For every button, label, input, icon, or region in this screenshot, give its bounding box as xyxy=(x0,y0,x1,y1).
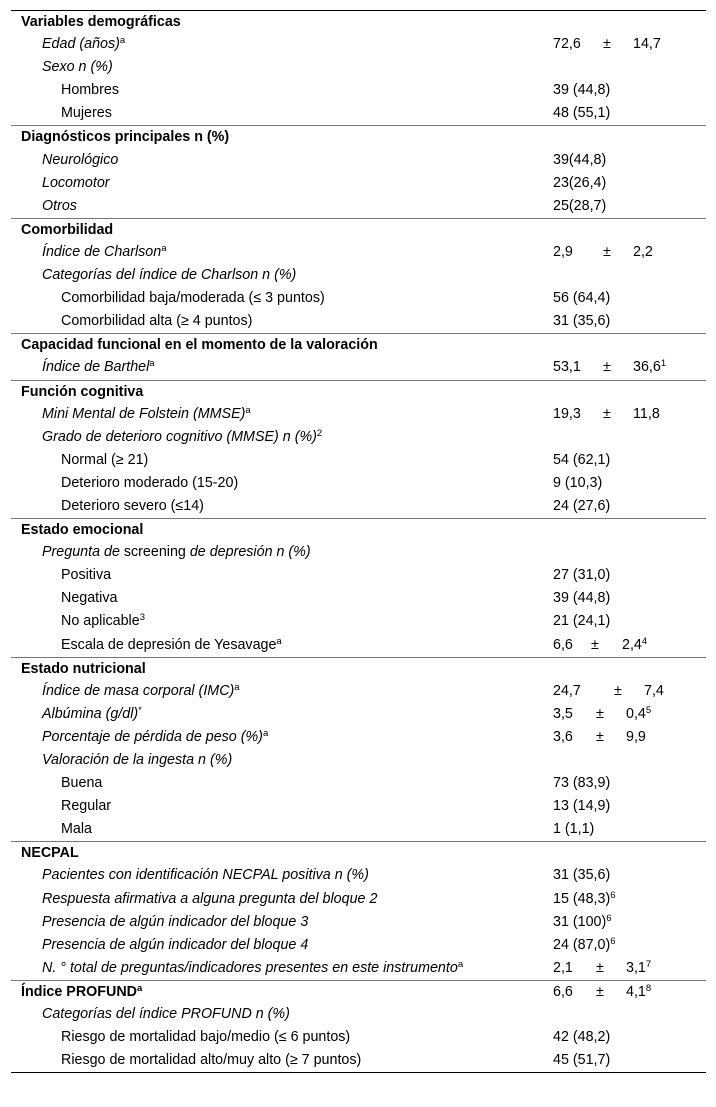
row-label: Neurológico xyxy=(42,151,119,168)
row-value: 31 (35,6) xyxy=(553,867,611,884)
section-title: Estado emocional xyxy=(21,522,144,539)
row-barthel xyxy=(11,356,706,379)
row-label: Buena xyxy=(61,775,103,792)
row-label: Sexo n (%) xyxy=(42,59,113,76)
row-label: Deterioro moderado (15-20) xyxy=(61,474,239,491)
plus-minus: ± xyxy=(596,705,604,722)
section-variables-demograficas xyxy=(11,11,706,33)
row-label: Comorbilidad baja/moderada (≤ 3 puntos) xyxy=(61,290,325,307)
row-sexo xyxy=(11,56,706,79)
row-comorbilidad-alta xyxy=(11,310,706,333)
row-value: 39(44,8) xyxy=(553,151,607,168)
row-label: Índice de Barthel$^a$ xyxy=(42,358,155,376)
plus-minus: ± xyxy=(603,359,611,376)
sd-value: 11,8 xyxy=(633,405,660,422)
section-title: Función cognitiva xyxy=(21,383,144,400)
row-mmse xyxy=(11,403,706,426)
row-label: Comorbilidad alta (≥ 4 puntos) xyxy=(61,313,253,330)
footnote-mark: a xyxy=(457,958,464,970)
footnote-mark: a xyxy=(119,35,126,47)
section-capacidad-funcional xyxy=(11,333,706,356)
footnote-mark: a xyxy=(234,681,240,693)
plus-minus: ± xyxy=(603,243,611,260)
row-bloque-2 xyxy=(11,888,706,911)
row-label: Presencia de algún indicador del bloque 3 xyxy=(42,913,309,930)
row-comorbilidad-baja xyxy=(11,287,706,310)
footnote-mark: a xyxy=(136,982,143,994)
row-label: Positiva xyxy=(61,567,112,584)
section-title: Estado nutricional xyxy=(21,660,146,677)
row-valoracion-ingesta xyxy=(11,749,706,772)
row-neurologico xyxy=(11,149,706,172)
row-value: 39 (44,8) xyxy=(553,82,611,99)
footnote-mark: 8 xyxy=(645,982,652,994)
row-label: Categorías del índice PROFUND n (%) xyxy=(42,1006,290,1023)
row-riesgo-bajo xyxy=(11,1026,706,1049)
plus-minus: ± xyxy=(591,636,599,653)
row-positiva xyxy=(11,564,706,587)
row-profund-categorias xyxy=(11,1003,706,1026)
plus-minus: ± xyxy=(603,36,611,53)
footnote-mark: 4 xyxy=(641,635,648,647)
row-label: Regular xyxy=(61,798,112,815)
row-label: Pacientes con identificación NECPAL positiva n (%) xyxy=(42,867,369,884)
row-imc xyxy=(11,680,706,703)
row-value: 27 (31,0) xyxy=(553,567,611,584)
row-label: Riesgo de mortalidad alto/muy alto (≥ 7 puntos) xyxy=(61,1052,362,1069)
row-deterioro-severo xyxy=(11,495,706,518)
row-label: Porcentaje de pérdida de peso (%)$^a$ xyxy=(42,727,269,745)
footnote-mark: 6 xyxy=(610,889,616,901)
sd-value: $0,4^5$ xyxy=(626,704,652,722)
row-otros xyxy=(11,195,706,218)
row-label: Riesgo de mortalidad bajo/medio (≤ 6 puntos) xyxy=(61,1029,351,1046)
row-value: 24 (27,6) xyxy=(553,497,611,514)
sd-value: $3,1^7$ xyxy=(626,958,652,976)
sd-value: $4,1^8$ xyxy=(626,982,652,1000)
row-value: 31 $(100)^6$ xyxy=(553,912,612,930)
plus-minus: ± xyxy=(614,682,622,699)
section-necpal xyxy=(11,841,706,864)
section-title: Diagnósticos principales n (%) xyxy=(21,129,230,146)
row-label: Hombres xyxy=(61,82,119,99)
row-label: Edad (años)$^a$ xyxy=(42,35,126,53)
row-value: 21 (24,1) xyxy=(553,613,611,630)
row-value: 42 (48,2) xyxy=(553,1029,611,1046)
section-title: Comorbilidad xyxy=(21,221,114,238)
row-label: Valoración de la ingesta n (%) xyxy=(42,752,233,768)
row-charlson-categorias xyxy=(11,264,706,287)
row-regular xyxy=(11,795,706,818)
characteristics-table xyxy=(11,10,706,1073)
mean-value: 19,3 xyxy=(553,405,581,422)
row-label: Albúmina (g/dl)* xyxy=(42,704,142,722)
footnote-mark: 6 xyxy=(606,912,612,924)
row-label: Respuesta afirmativa a alguna pregunta del bloque 2 xyxy=(42,890,378,907)
row-hombres xyxy=(11,79,706,102)
row-label: Presencia de algún indicador del bloque 4 xyxy=(42,936,309,953)
row-necpal-positiva xyxy=(11,864,706,887)
row-total-indicadores xyxy=(11,957,706,980)
row-label: Negativa xyxy=(61,590,118,607)
row-locomotor xyxy=(11,172,706,195)
row-value: 54 (62,1) xyxy=(553,451,611,468)
row-mala xyxy=(11,818,706,841)
row-value: 48 (55,1) xyxy=(553,105,611,122)
row-label: Otros xyxy=(42,197,77,214)
section-diagnosticos xyxy=(11,125,706,148)
row-value: 39 (44,8) xyxy=(553,590,611,607)
section-title: Variables demográficas xyxy=(21,14,181,30)
row-value: 1 (1,1) xyxy=(553,821,595,838)
mean-value: 53,1 xyxy=(553,359,581,376)
row-label: Escala de depresión de Yesavage$^a$ xyxy=(61,635,282,653)
sd-value: $2,4^4$ xyxy=(622,635,648,653)
mean-value: 6,6 xyxy=(553,983,573,1000)
footnote-mark: 1 xyxy=(660,358,667,370)
row-label: Deterioro severo (≤14) xyxy=(61,497,204,514)
section-estado-nutricional xyxy=(11,657,706,680)
mean-value: 24,7 xyxy=(553,682,581,699)
mean-value: 3,5 xyxy=(553,705,573,722)
row-bloque-3 xyxy=(11,911,706,934)
row-label: Mala xyxy=(61,821,92,838)
footnote-mark: a xyxy=(149,358,155,370)
row-label: Índice de Charlson$^a$ xyxy=(42,242,167,260)
row-label: Grado de deterioro cognitivo (MMSE) n (%)$^2$ xyxy=(42,427,323,445)
footnote-mark: a xyxy=(276,635,282,647)
row-label: Categorías del índice de Charlson n (%) xyxy=(42,267,297,284)
row-albumina xyxy=(11,703,706,726)
row-edad xyxy=(11,33,706,56)
row-riesgo-alto xyxy=(11,1049,706,1072)
row-perdida-peso xyxy=(11,726,706,749)
row-grado-deterioro xyxy=(11,426,706,449)
plus-minus: ± xyxy=(603,405,611,422)
sd-value: 7,4 xyxy=(644,682,664,699)
row-value: 73 (83,9) xyxy=(553,775,611,792)
footnote-mark: 3 xyxy=(139,612,145,624)
mean-value: 2,1 xyxy=(553,959,573,976)
row-label: No aplicable$^3$ xyxy=(61,612,145,630)
footnote-mark: * xyxy=(138,704,142,716)
row-pregunta-screening xyxy=(11,541,706,564)
row-value: 13 (14,9) xyxy=(553,798,611,815)
mean-value: 3,6 xyxy=(553,728,573,745)
row-value: 45 (51,7) xyxy=(553,1052,611,1069)
sd-value: 14,7 xyxy=(633,36,661,53)
row-mujeres xyxy=(11,102,706,125)
row-buena xyxy=(11,772,706,795)
section-estado-emocional xyxy=(11,518,706,541)
plus-minus: ± xyxy=(596,983,604,1000)
plus-minus: ± xyxy=(596,728,604,745)
mean-value: 6,6 xyxy=(553,636,573,653)
row-label: Índice de masa corporal (IMC)$^a$ xyxy=(42,681,240,699)
footnote-mark: 5 xyxy=(645,704,652,716)
row-value: 31 (35,6) xyxy=(553,313,611,330)
row-value: 25(28,7) xyxy=(553,197,607,214)
row-yesavage xyxy=(11,634,706,657)
row-label: Pregunta de screening de depresión n (%) xyxy=(42,544,311,561)
section-title: Capacidad funcional en el momento de la valoración xyxy=(21,337,378,354)
mean-value: 2,9 xyxy=(553,243,573,260)
sd-value: 2,2 xyxy=(633,243,653,260)
row-value: 24 $(87,0)^6$ xyxy=(553,935,616,953)
mean-value: 72,6 xyxy=(553,36,581,53)
footnote-mark: a xyxy=(161,242,167,254)
row-no-aplicable xyxy=(11,610,706,633)
section-indice-profund xyxy=(11,980,706,1003)
row-label: Mujeres xyxy=(61,105,112,122)
row-label: N. ° total de preguntas/indicadores presentes en este instrumento$^a$ xyxy=(42,958,464,976)
row-label: Mini Mental de Folstein (MMSE)$^a$ xyxy=(42,404,251,422)
row-normal xyxy=(11,449,706,472)
row-negativa xyxy=(11,587,706,610)
footnote-mark: a xyxy=(262,727,269,739)
row-value: 23(26,4) xyxy=(553,174,607,191)
section-funcion-cognitiva xyxy=(11,380,706,403)
row-charlson xyxy=(11,241,706,264)
footnote-mark: 7 xyxy=(645,958,652,970)
row-deterioro-moderado xyxy=(11,472,706,495)
section-title: Índice PROFUND$^a$ xyxy=(21,982,143,1000)
row-label: Locomotor xyxy=(42,174,110,191)
row-label: Normal (≥ 21) xyxy=(61,451,149,468)
row-value: 56 (64,4) xyxy=(553,290,611,307)
section-title: NECPAL xyxy=(21,845,79,862)
row-value: 9 (10,3) xyxy=(553,474,603,491)
plus-minus: ± xyxy=(596,959,604,976)
sd-value: 36,6$^1$ xyxy=(633,358,667,376)
sd-value: 9,9 xyxy=(626,728,646,745)
footnote-mark: 6 xyxy=(610,935,616,947)
footnote-mark: 2 xyxy=(316,427,323,439)
row-bloque-4 xyxy=(11,934,706,957)
section-comorbilidad xyxy=(11,218,706,241)
row-value: 15 $(48,3)^6$ xyxy=(553,889,616,907)
footnote-mark: a xyxy=(245,404,251,416)
